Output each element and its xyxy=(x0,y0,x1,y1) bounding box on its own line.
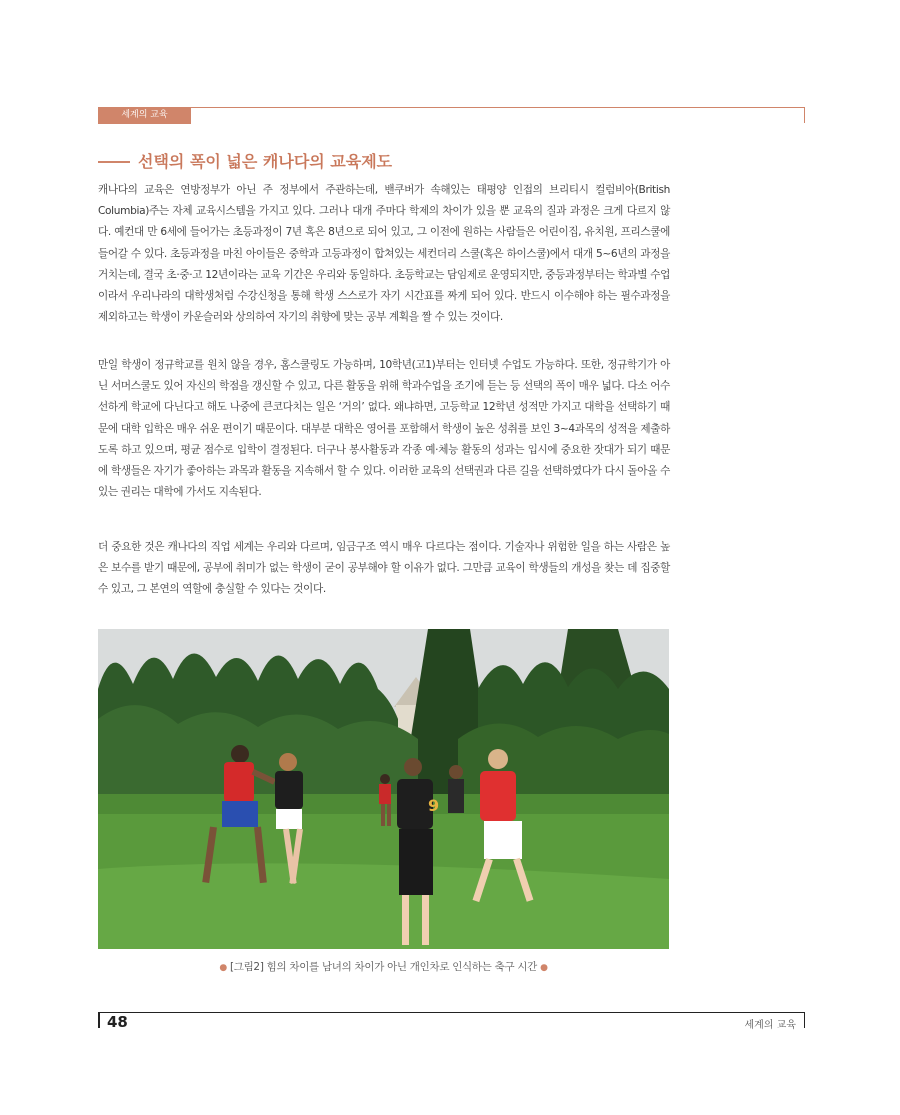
paragraph-1: 캐나다의 교육은 연방정부가 아닌 주 정부에서 주관하는데, 밴쿠버가 속해있는 태평양 인접의 브리티시 컬럼비아(British Columbia)주는 자체 교육시스템을 가지고 있다. 그러나 대개 주마다 학제의 차이가 있을 뿐 교육의 질과 과정은 크게 다르지 않다. 예컨대 만 6세에 들어가는 초등과정이 7년 혹은 8년으로 되어 있고, 그 이전에 원하는 사람들은 어린이집, 유치원, 프리스쿨에 들어갈 수 있다. 초등과정을 마친 아이들은 중학과 고등과정이 합쳐있는 세컨더리 스쿨(혹은 하이스쿨)에서 대개 5~6년의 과정을 거치는데, 결국 초·중·고 12년이라는 교육 기간은 우리와 동일하다. 초등학교는 담임제로 운영되지만, 중등과정부터는 학과별 수업이라서 우리나라의 대학생처럼 수강신청을 통해 학생 스스로가 자기 시간표를 짜게 되어 있다. 반드시 이수해야 하는 필수과정을 제외하고는 학생이 카운슬러와 상의하여 자기의 취향에 맞는 공부 계획을 짤 수 있는 것이다. xyxy=(98,184,670,324)
header-rule-end xyxy=(804,107,805,123)
caption-bullet-right: ● xyxy=(540,963,548,973)
figure-caption xyxy=(98,959,669,974)
article-title: 선택의 폭이 넓은 캐나다의 교육제도 xyxy=(138,152,393,171)
caption-bullet-left: ● xyxy=(219,963,227,973)
footer-rule-end xyxy=(804,1012,805,1028)
footer-rule-start xyxy=(98,1012,100,1028)
soccer-class-photo xyxy=(98,629,669,949)
paragraph-3: 더 중요한 것은 캐나다의 직업 세계는 우리와 다르며, 임금구조 역시 매우 다르다는 점이다. 기술자나 위험한 일을 하는 사람은 높은 보수를 받기 때문에, 공부에 취미가 없는 학생이 굳이 공부해야 할 이유가 없다. 그만큼 교육이 학생들의 개성을 찾는 데 집중할 수 있고, 그 본연의 역할에 충실할 수 있다는 것이다. xyxy=(98,541,670,596)
footer-rule xyxy=(98,1012,805,1013)
section-tab: 세계의 교육 xyxy=(98,107,191,124)
title-dash xyxy=(98,161,130,163)
figure-caption-text: [그림2] 힘의 차이를 남녀의 차이가 아닌 개인차로 인식하는 축구 시간 xyxy=(229,961,538,973)
paragraph-2: 만일 학생이 정규학교를 원치 않을 경우, 홈스쿨링도 가능하며, 10학년(고1)부터는 인터넷 수업도 가능하다. 또한, 정규학기가 아닌 서머스쿨도 있어 자신의 학점을 갱신할 수 있고, 다른 활동을 위해 학과수업을 조기에 듣는 등 선택의 폭이 매우 넓다. 다소 어수선하게 학교에 다닌다고 해도 나중에 큰코다치는 일은 ‘거의’ 없다. 왜냐하면, 고등학교 12학년 성적만 가지고 대학을 선택하기 때문에 대학 입학은 매우 쉬운 편이기 때문이다. 대부분 대학은 영어를 포함해서 학생이 높은 성취를 보인 3~4과목의 성적을 제출하도록 하고 있으며, 평균 점수로 입학이 결정된다. 더구나 봉사활동과 각종 예·체능 활동의 성과는 입시에 중요한 잣대가 되기 때문에 학생들은 자기가 좋아하는 과목과 활동을 지속해서 할 수 있다. 이러한 교육의 선택권과 다른 길을 선택하였다가 다시 돌아올 수 있는 권리는 대학에 가서도 지속된다. xyxy=(98,359,670,499)
header-rule xyxy=(98,107,805,108)
footer-section-label: 세계의 교육 xyxy=(744,1020,796,1031)
page-number: 48 xyxy=(107,1013,128,1031)
svg-text:9: 9 xyxy=(428,796,440,815)
